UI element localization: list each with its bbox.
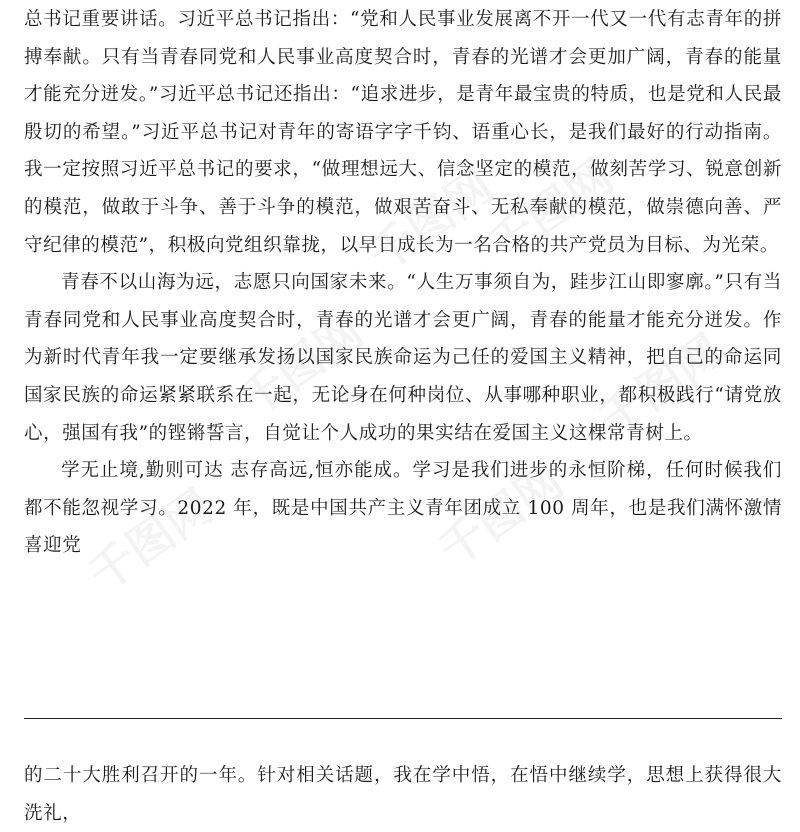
paragraph-continuation: 的二十大胜利召开的一年。针对相关话题，我在学中悟，在悟中继续学，思想上获得很大洗礼， — [24, 765, 782, 824]
watermark: 千图网 — [428, 453, 573, 578]
paragraph-continuation: 总书记重要讲话。习近平总书记指出：“党和人民事业发展离不开一代又一代有志青年的拼搏奉献。只有当青春同党和人民事业高度契合时，青春的光谱才会更加广阔，青春的能量才能充分迸发。”习近平总书记还指出：“追求进步，是青年最宝贵的特质，也是党和人民最殷切的希望。”习近平总书记对青年的寄语字字千钧、语重心长，是我们最好的行动指南。我一定按照习近平总书记的要求，“做理想远大、信念坚定的模范，做刻苦学习、锐意创新的模范，做敢于斗争、善于斗争的模范，做艰苦奋斗、无私奉献的模范，做崇德向善、严守纪律的模范”，积极向党组织靠拢，以早日成长为一名合格的共产党员为目标、为光荣。 — [24, 9, 782, 256]
document-body — [24, 1, 782, 565]
watermark: 千图网 — [358, 158, 503, 283]
next-page-body — [24, 757, 782, 832]
paragraph: 学无止境,勤则可达 志存高远,恒亦能成。学习是我们进步的永恒阶梯，任何时候我们都不能忽视学习。2022 年，既是中国共产主义青年团成立 100 周年，也是我们满怀激情喜迎党 — [24, 460, 782, 557]
watermark: 千图网 — [78, 478, 223, 603]
watermark: 千图网 — [588, 323, 733, 448]
paragraph: 青春不以山海为远，志愿只向国家未来。“人生万事须自为，跬步江山即寥廓。”只有当青春同党和人民事业高度契合时，青春的光谱才会更广阔，青春的能量才能充分迸发。作为新时代青年我一定要继承发扬以国家民族命运为己任的爱国主义精神，把自己的命运同国家民族的命运紧紧联系在一起，无论身在何种岗位、从事哪种职业，都积极践行“请党放心，强国有我”的铿锵誓言，自觉让个人成功的果实结在爱国主义这棵常青树上。 — [24, 272, 782, 444]
watermark: 千图网 — [228, 303, 373, 428]
page-break-line — [24, 718, 782, 719]
watermark: 千图网 — [478, 148, 623, 273]
